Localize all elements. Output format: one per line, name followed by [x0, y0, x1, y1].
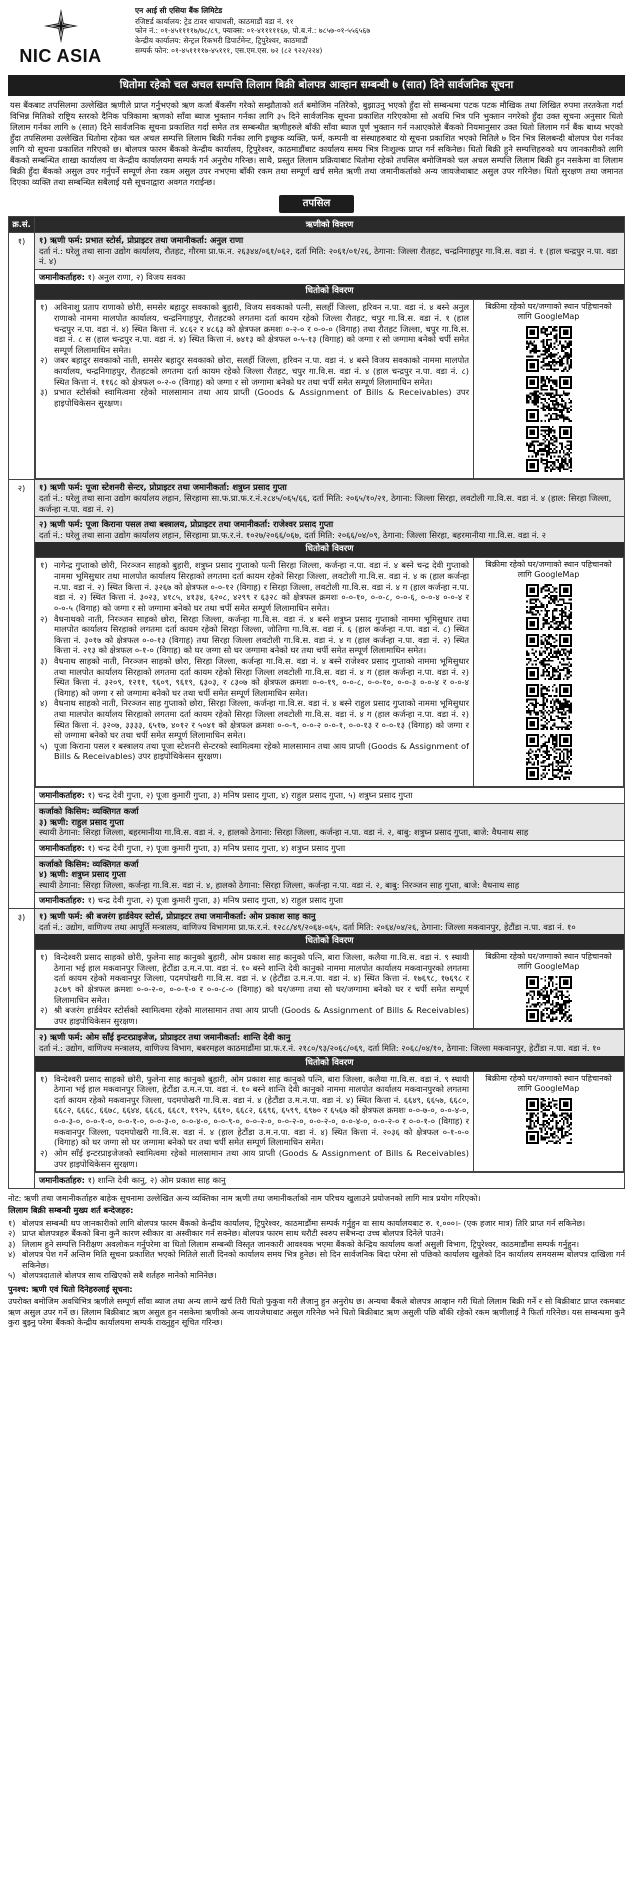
qr-code-icon[interactable] [526, 326, 572, 372]
borrower-block [35, 909, 624, 934]
borrower-table [8, 216, 625, 1188]
col-details: ऋणीको विवरण [35, 217, 625, 233]
row-details [35, 908, 625, 1188]
person-block [35, 803, 624, 840]
row-details [35, 232, 625, 479]
dhito-item: ३) वैधनाथ साहको नाती, निरञ्जन साहको छोरा, सिरहा जिल्ला, कर्जन्हा गा.वि.स. वडा नं. ४ बस्ने राजेश्वर प्रसाद गुप्ताको नाममा भूमिसुधार तथा मालपोत कार्यालय सिरहाको लगतमा दर्ता कायम रहेको सिरहा जिल्ला लवटोली गा.वि.स. वडा नं. ४ ग (हाल कर्जन्हा न.पा. वडा नं. २) स्थित कित्ता नं. ३२०९, १२११, ९६०९, ९६१९, ६३०३, र ८३०७ को क्षेत्रफल क्रमशः ०-०-१९, ०-०-८, ०-०-१०, ०-०-३ ०-०-४ र ०-०-४ (विगाह) को जग्गा र सो जग्गामा बनेको घर तथा चर्पी समेत सम्पूर्ण लिलामाधिन समेत। [40, 655, 469, 698]
borrower-line: १) ऋणी फर्म: प्रभात स्टोर्स, प्रोप्राइटर तथा जमानीकर्ता: अनुल राणा [39, 234, 244, 245]
qr-column [474, 558, 624, 787]
row-sn: १) [9, 232, 35, 479]
bank-contact-block [113, 6, 625, 55]
dhito-items [36, 1071, 474, 1171]
tapsil-heading [8, 195, 625, 214]
note-intro: नोट: ऋणी तथा जमानीकर्ताहरु बाहेक सूचनामा उल्लेखित अन्य व्यक्तिका नाम ऋणी तथा जमानीकर्ताको नाम परिचय खुलाउने प्रयोजनको लागि मात्र प्रयोग गरिएको। [8, 1192, 481, 1203]
borrower-line: १) ऋणी फर्म: पूजा स्टेशनरी सेन्टर, प्रोप्राइटर तथा जमानीकर्ता: शत्रुघ्न प्रसाद गुप्ता [39, 482, 287, 493]
dhito-item: १) विन्देश्वरी प्रसाद साहको छोरी, फुलेना साह कानुको बुहारी, ओम प्रकाश साह कानुको पत्नि, बारा जिल्ला, कलैया गा.वि.स. वडा नं. ९ स्थायी ठेगाना भई हाल मकवानपुर जिल्ला, हेटौंडा उ.म.न.पा. वडा नं. १० बस्ने शान्ति देवी कानुको नाममा मालपोत कार्यालय मकवानपुरको लगतमा दर्ता कायम रहेको मकवानपुर जिल्ला, पदमपोखरी गा.वि.स. वडा नं. ४ (हेटौंडा उ.म.न.पा. वडा नं. ४) स्थित कित्ता नं. ६६४९, ६६५७, ६६८०, ६६८२, ६६६८, ६६७८, ६६४४, ६६८६, ६६८१, १९२५, ६६१०, ६६८२, ६६९६, ६५९९, ६९७० र ६५६७ को क्षेत्रफल क्रमशः ०-०-७-०, ०-०-४-०, ०-०-३-०, ०-०-१-०, ०-०-१-०, ०-०-३-०, ०-०-४-०, ०-०-९-०, ०-०-२-०, ०-०-२-०, ०-०-२-०, ०-०-४-०, ०-०-२-० र ०-०-१-० (विगाह) र मकवानपुर जिल्ला, पदमपोखरी गा.वि.स. वडा नं. ४ (हाल हेटौंडा उ.म.न.पा. वडा नं. ४) स्थित कित्ता नं. २०३६ को क्षेत्रफल ०-१-०-० (विगाह) को घर जग्गा सो घर जग्गामा बनेको घर तथा चर्पी समेत सम्पूर्ण लिलामाधिन समेत। [40, 1073, 469, 1148]
borrower-line: २) ऋणी फर्म: ओम साँई इन्टरप्राइजेज, प्रोप्राइटर तथा जमानीकर्ता: शान्ति देवी कानु [39, 1032, 291, 1043]
row-sn: ३) [9, 908, 35, 1188]
notes-section [8, 1193, 625, 1328]
guarantor-names: १) चन्द्र देवी गुप्ता, २) पूजा कुमारी गुप्ता, ३) मनिष प्रसाद गुप्ता, ४) राहुल प्रसाद गुप्ता [87, 895, 344, 906]
borrower-line: दर्ता नं.: घरेलु तथा साना उद्योग कार्यालय लहान, सिरहामा सा.फ.प्रा.फ.र.नं.२८४५/०६५/६६, दर्ता मिति: २०६५/१०/२१, ठेगाना: जिल्ला सिरहा, लवटोली गा.वि.स. वडा नं. ४ (हाल: सिरहा जिल्ला, कर्जन्हा न.पा. वडा नं. २) [39, 493, 612, 514]
dhito-table [35, 949, 624, 1029]
dhito-item: २) जबर बहादुर सवकाको नाती, समसेर बहादुर सवकाको छोरा, सलर्ही जिल्ला, हरिवन न.पा. वडा नं. ४ बस्ने विजय सवकाको नाममा मालपोत कार्यालय, चन्द्रनिगाहपुर, रौतहटको लगतमा दर्ता कायम रहेको जिल्ला रौतहट, चपुर गा.वि.स. वडा नं. ४ (हाल चन्द्रपुर न.पा. वडा नं. ८) स्थित कित्ता नं. ११६८ को क्षेत्रफल ०-२-० (विगाह) को जग्गा र सो जग्गामा बनेको घर तथा चर्पी समेत सम्पूर्ण लिलामाधिन समेत। [40, 355, 469, 387]
borrower-block [35, 1029, 624, 1055]
row-sn: २) [9, 480, 35, 909]
dhito-item: १) अविनाशु प्रताप राणाको छोरी, समसेर बहादुर सवकाको बुहारी, विजय सवकाको पत्नी, सलर्ही जिल्ला, हरिवन न.पा. वडा नं. ४ बस्ने अनुल राणाको नाममा मालपोत कार्यालय, चन्द्रनिगाहपुर, रौतहटको लगतमा दर्ता कायम रहेको जिल्ला रौतहट, चपुर गा.वि.स. वडा नं. १ (हाल चन्द्रपुर न.पा. वडा नं. ४) स्थित कित्ता नं. ४८६२ र ४८६३ को क्षेत्रफल क्रमशः ०-२-० र ०-०-० (विगाह) तथा रौतहट जिल्ला, चपुर गा.वि.स. वडा नं. ८ स (हाल चन्द्रपुर न.पा. वडा नं. ४) स्थित कित्ता नं. ७४१३ को क्षेत्रफल ०-५-१३ (विगाह) को जग्गा र सो जग्गामा बनेको चर्पी समेत सम्पूर्ण लिलामाधिन समेत। [40, 302, 469, 355]
postscript-text: उपरोक्त बमोजिम अवधिभित्र ऋणीले सम्पूर्ण साँवा ब्याज तथा अन्य लाग्ने खर्च तिरी धितो फुकुवा गरी लैजानु हुन अनुरोध छ। अन्यथा बैंकले बोलपत्र आव्हान गरी धितो लिलाम बिक्री गर्ने र सो बिक्रीबाट प्राप्त रकमबाट ऋण असुल उपर गर्ने छ। लिलाम बिक्रीबाट ऋण असुल हुन नसकेमा ऋणीको अन्य जायजेथाबाट असुल गरिनेछ भने धितो बिक्रीबाट ऋण असुली पछि बाँकी रहेको रकम ऋणीलाई नै फिर्ता गरिनेछ। यस सम्बन्धमा कुनै कुरा बुझ्नु परेमा बैंकको केन्द्रीय कार्यालयमा सम्पर्क राख्नुहुन सूचित गरिन्छ। [8, 1296, 625, 1328]
dhito-item: २) ओम साँई इन्टरप्राइजेजको स्वामित्वमा रहेको मालसामान तथा आय प्राप्ती (Goods & Assignment of Bills & Receivables) उपर हाइपोथिकेसन सुरक्षण। [40, 1147, 469, 1169]
qr-code-icon[interactable] [526, 976, 572, 1022]
notice-title: धितोमा रहेको चल अचल सम्पत्ति लिलाम बिक्री बोलपत्र आव्हान सम्बन्धी ७ (सात) दिने सार्वजनिक सूचना [8, 75, 625, 96]
qr-code-icon[interactable] [526, 584, 572, 630]
qr-caption: बिक्रीमा रहेको घर/जग्गाको स्थान पहिचानको लागि GoogleMap [485, 560, 612, 580]
borrower-line: २) ऋणी फर्म: पूजा किराना पसल तथा बस्त्रालय, प्रोप्राइटर तथा जमानीकर्ता: राजेश्वर प्रसाद गुप्ता [39, 519, 334, 530]
guarantor-label: जमानीकर्ताहरु: [39, 271, 85, 282]
person-name: ३) ऋणी: राहुल प्रसाद गुप्ता [39, 816, 124, 827]
dhito-table [35, 1071, 624, 1172]
star-logo-icon [43, 8, 79, 44]
bank-logo [8, 6, 113, 68]
person-address: स्थायी ठेगाना: सिरहा जिल्ला, बहरमानीया गा.वि.स. वडा नं. २, हालको ठेगाना: सिरहा जिल्ला, कर्जन्हा न.पा. वडा नं. २, बाबु: शत्रुघ्न प्रसाद गुप्ता, बाजे: वैधनाथ साह [39, 827, 529, 838]
person-name: ४) ऋणी: शत्रुघ्न प्रसाद गुप्ता [39, 869, 126, 880]
qr-code-icon[interactable] [526, 634, 572, 680]
borrower-block [35, 516, 624, 542]
borrower-line: १) ऋणी फर्म: श्री बजरंग हार्डवेयर स्टोर्स, प्रोप्राइटर तथा जमानीकर्ता: ओम प्रकाश साह कानु [39, 910, 316, 921]
term-item: ३) लिलाम हुने सम्पत्ति निरीक्षण अवलोकन गर्नुपरेमा वा धितो लिलाम सम्बन्धी विस्तृत जानकारी आवश्यक भएमा बैंकको केन्द्रिय कार्यालय कर्जा असुली विभाग, ट्रिपुरेश्वर, काठमाडौंमा सम्पर्क गर्नुहुन। [8, 1238, 580, 1249]
term-item: ४) बोलपत्र पेश गर्ने अन्तिम मिति सूचना प्रकाशित भएको मितिले सातौं दिनको कार्यालय समय भित्र हुनेछ। सो दिन सार्वजनिक बिदा परेमा सो पछिको कार्यालय खुलेको दिन कार्यालय समयसम्म बोलपत्र दाखिला गर्न सकिनेछ। [8, 1249, 625, 1270]
logo-text: NIC ASIA [19, 46, 102, 66]
notice-intro: यस बैंकबाट तपसिलमा उल्लेखित ऋणीले प्राप्त गर्नुभएको ऋण कर्जा बैंकसँग गरेको सम्झौताको शर्त बमोजिम नतिरेको, बुझाउनु भएको हुँदा सो सम्बन्धमा पटक पटक मौखिक तथा लिखित रुपमा तरतकेता गर्दा विभिन्न मितिको राष्ट्रिय स्तरको दैनिक पत्रिकामा ऋणको साँवा ब्याज भुक्तान गर्नका लागि ३५ दिने सार्वजनिक सूचना प्रकाशित गरिएकोमा सो अवधि भित्र पनि भुक्तान नगरेको हुँदा उक्त सूचना अनुसार धितो लिलाम गर्नका लागि ७ (सात) दिने सार्वजनिक सूचना प्रकाशित गर्दा समेत तत्र सम्बन्धीत ऋणीहरुले बाँकी साँवा ब्याज पूर्ण भुक्तान गर्न नआएकोले बैंकको नियमानुसार उक्त धितो लिलाम गर्न बैंक बाध्य भएको हुँदा तपसिलमा उल्लेखित धितोमा रहेका चल अचल सम्पत्ति लिलाम बिक्री गर्नका लागि इच्छुक व्यक्ति, फर्म, कम्पनी वा संस्थाहरुबाट यो सूचना प्रकाशित भएको मितिले ७ दिन भित्र सिलबन्दी बोलपत्र पेश गर्नका लागि यो सूचना प्रकाशित गरिएको छ। बोलपत्र फारम बैंकको केन्द्रीय कार्यालय, ट्रिपुरेश्वर, काठमाडौंबाट कार्यालय समय भित्र निःशुल्क प्राप्त गर्न सकिनेछ। धितो बिक्री हुने सम्पत्तिहरुको थप जानकारीको लागि बैंकको सम्बन्धित शाखा कार्यालय वा केन्द्रीय कार्यालयमा सम्पर्क गर्न अनुरोध गरिन्छ। साथै, प्रस्तुत लिलाम प्रक्रियाबाट धितोमा रहेको तपसिल बमोजिमको चल अचल सम्पत्ति लिलाम बिक्री हुन नसकेमा वा लिलाम बिक्री हुँदा बैंकको असुल उपर गर्नुपर्ने सम्पूर्ण लेना रकम असुल उपर नभएमा बाँकी रकम तथा सम्पूर्ण खर्च समेत ऋणी तथा जमानीकर्ताको अन्य जायजेथाबाट असुल उपर गरिनेछ। धितो सुरक्षण तथा जमानत दिएका व्यक्ति तथा सम्बन्धित सबैलाई यसै सूचनाद्वारा अवगत गराईन्छ। [10, 100, 623, 187]
dhito-item: ४) वैधनाथ साहको नाती, निरञ्जन साह गुप्ताको छोरा, सिरहा जिल्ला, कर्जन्हा गा.वि.स. वडा नं. ४ बस्ने राहुल प्रसाद गुप्ताको नाममा भूमिसुधार तथा मालपोत कार्यालय सिरहाको लगतमा दर्ता कायम रहेको सिरहा जिल्ला लवटोली गा.वि.स. वडा नं. ४ ग (हाल कर्जन्हा न.पा. वडा नं. २) स्थित कित्ता नं. ३२०७, ३३३३, ६५१७, ४०१२ र ५०४१ को क्षेत्रफल क्रमशः ०-०-९, ०-०-२ ०-०-१, ०-०-१३ र ०-०-१३ (विगाह) को जग्गा र सो जग्गामा बनेको घर तथा चर्पी समेत सम्पूर्ण लिलामाधिन समेत। [40, 698, 469, 741]
dhito-header: धितोको विवरण [35, 1056, 624, 1071]
guarantor-names: १) चन्द्र देवी गुप्ता, २) पूजा कुमारी गुप्ता, ३) मनिष प्रसाद गुप्ता, ४) राहुल प्रसाद गुप्ता, ५) शत्रुघ्न प्रसाद गुप्ता [87, 790, 413, 801]
guarantor-names: १) शान्ति देवी कानु, २) ओम प्रकाश साह कानु [87, 1175, 226, 1186]
dhito-header: धितोको विवरण [35, 934, 624, 949]
dhito-item: १) विन्देश्वरी प्रसाद साहको छोरी, फुलेना साह कानुको बुहारी, ओम प्रकाश साह कानुको पत्नि, बारा जिल्ला, कलैया गा.वि.स. वडा नं. ९ स्थायी ठेगाना भई हाल मकवानपुर जिल्ला, हेटौंडा उ.म.न.पा. वडा नं. १० बस्ने शान्ति देवी कानुको नाममा मालपोत कार्यालय मकवानपुरको लगतमा दर्ता कायम रहेको मकवानपुर जिल्ला, पदमपोखरी गा.वि.स. वडा नं. ४ (हेटौंडा उ.म.न.पा. वडा नं. ४) स्थित कित्ता नं. १७६९८, १७६९८ र ३८७९ को क्षेत्रफल क्रमशः ०-०-२-०, ०-०-१-० र ०-०-८-० (विगाह) को घर/जग्गा तथा सो घर/जग्गामा बनेको घर र चर्पी समेत सम्पूर्ण लिलामाधिन समेत। [40, 952, 469, 1005]
table-header-row [9, 217, 625, 233]
dhito-header: धितोको विवरण [35, 542, 624, 557]
postscript-heading: पुनश्च: ऋणी एवं धितो दिनेहरुलाई सूचना: [8, 1283, 133, 1294]
dhito-items [36, 300, 474, 479]
terms-heading: लिलाम बिक्री सम्बन्धी मुख्य शर्त बन्देजहरु: [8, 1205, 134, 1216]
table-row [9, 232, 625, 479]
bank-name: एन आई सी एसिया बैंक लिमिटेड [135, 6, 223, 15]
borrower-line: दर्ता नं.: उद्योग, वाणिज्य मन्त्रालय, वाणिज्य विभाग, बबरमहल काठमाडौंमा प्रा.फ.र.नं. २१८०/९३/२०६८/०६९, दर्ता मिति: २०६८/०४/१०, ठेगाना: जिल्ला मकवानपुर, हेटौंडा न.पा. वडा नं. १० [39, 1043, 601, 1054]
guarantor-label: जमानीकर्ताहरु: [39, 842, 85, 853]
header-line: केन्द्रीय कार्यालय: सेन्ट्रल रिकभरी डिपार्टमेन्ट, ट्रिपुरेश्वर, काठमाडौं [135, 35, 308, 45]
guarantor-names: १) अनुल राणा, २) विजय सवका [87, 271, 186, 282]
borrower-block [35, 233, 624, 269]
loan-kind: कर्जाको किसिम: व्यक्तिगत कर्जा [39, 858, 139, 869]
qr-code-icon[interactable] [526, 1098, 572, 1144]
borrower-block [35, 480, 624, 516]
guarantor-line [35, 1172, 624, 1188]
qr-code-icon[interactable] [526, 734, 572, 780]
dhito-item: ५) पूजा किराना पसल र बस्त्रालय तथा पूजा स्टेशनरी सेन्टरको स्वामित्वमा रहेको मालसामान तथा आय प्राप्ती (Goods & Assignment of Bills & Receivables) उपर हाइपोथिकेसन सुरक्षण। [40, 740, 469, 762]
qr-code-icon[interactable] [526, 376, 572, 422]
header-line: सम्पर्क फोन: ०१-४५११११७-४५१११, एस.एम.एस. ७२ (८२ ९२२/२२४) [135, 45, 323, 55]
table-row [9, 480, 625, 909]
dhito-items [36, 558, 474, 787]
qr-caption: बिक्रीमा रहेको घर/जग्गाको स्थान पहिचानको लागि GoogleMap [485, 952, 612, 972]
guarantor-line [35, 787, 624, 803]
guarantor-line [35, 269, 624, 285]
guarantor-label: जमानीकर्ताहरु: [39, 895, 85, 906]
dhito-item: ३) प्रभात स्टोर्सको स्वामित्वमा रहेको मालसामान तथा आय प्राप्ती (Goods & Assignment of Bills & Receivables) उपर हाइपोथिकेसन सुरक्षण। [40, 387, 469, 408]
tapsil-label: तपसिल [279, 195, 355, 214]
dhito-item: २) श्री बजरंग हार्डवेयर स्टोर्सको स्वामित्वमा रहेको मालसामान तथा आय प्राप्ती (Goods & Assignment of Bills & Receivables) उपर हाइपोथिकेसन सुरक्षण। [40, 1005, 469, 1026]
loan-kind: कर्जाको किसिम: व्यक्तिगत कर्जा [39, 806, 139, 817]
qr-caption: बिक्रीमा रहेको घर/जग्गाको स्थान पहिचानको लागि GoogleMap [485, 1073, 612, 1093]
header-line: रजिष्टर्ड कार्यालय: ट्रेड टावर थापाथली, काठमाडौं वडा नं. ११ [135, 16, 294, 26]
guarantor-label: जमानीकर्ताहरु: [39, 1175, 85, 1186]
dhito-item: २) वैधनाथको नाती, निरञ्जन साहको छोरा, सिरहा जिल्ला, कर्जन्हा गा.वि.स. वडा नं. ४ बस्ने शत्रुघ्न प्रसाद गुप्ताको नाममा भूमिसुधार तथा मालपोत कार्यालय सिरहाको लगतमा दर्ता कायम रहेको सिरहा जिल्ला, जोतिगा गा.वि.स. वडा नं. ६ (हाल कर्जन्हा न.पा. वडा नं. ८) स्थित कित्ता नं. ३०१७ को क्षेत्रफल ०-०-१३ (विगाह) तथा सिरहा जिल्ला लवटोली गा.वि.स. वडा नं. ४ ग (हाल कर्जन्हा न.पा. वडा नं. २) स्थित कित्ता नं. २१३ को क्षेत्रफल ०-१-० (विगाह) को घर जग्गा सो घर जग्गामा बनेको घर तथा चर्पी समेत सम्पूर्ण लिलामाधिन समेत। [40, 613, 469, 656]
term-item: १) बोलपत्र सम्बन्धी थप जानकारीको लागि बोलपत्र फारम बैंकको केन्द्रीय कार्यालय, ट्रिपुरेश्वर, काठमाडौंमा सम्पर्क गर्नुहुन वा साथ कार्यालयबाट रु. १,०००।- (एक हजार मात्र) तिरि प्राप्त गर्न सकिनेछ। [8, 1217, 586, 1228]
row-details [35, 480, 625, 909]
qr-column [474, 1071, 624, 1171]
qr-column [474, 950, 624, 1029]
qr-column [474, 300, 624, 479]
qr-code-icon[interactable] [526, 684, 572, 730]
guarantor-label: जमानीकर्ताहरु: [39, 790, 85, 801]
person-address: स्थायी ठेगाना: सिरहा जिल्ला, कर्जन्हा गा.वि.स. वडा नं. ४, हालको ठेगाना: सिरहा जिल्ला, कर्जन्हा न.पा. वडा नं. २, बाबु: निरञ्जन साह गुप्ता, बाजे: वैधनाथ साह [39, 879, 520, 890]
borrower-line: दर्ता नं.: घरेलु तथा साना उद्योग कार्यालय, रौतहट, गौरमा प्रा.फ.न. २६३४४/०६१/०६२, दर्ता मिति: २०६१/०१/२६, ठेगाना: जिल्ला रौतहट, चन्द्रनिगाहपुर गा.वि.स. वडा नं. १ (हाल चन्द्रपुर न.पा. वडा नं. ४) [39, 245, 618, 267]
col-sn: क्र.सं. [9, 217, 35, 233]
term-item: २) प्राप्त बोलपत्रहरु बैंकको बिना कुनै कारण स्वीकार वा अस्वीकार गर्न सक्नेछ। बोलपत्र फारम साथ धरौटी स्वरुप सबैभन्दा उच्च बोलपत्र दिनेले पाउने। [8, 1228, 444, 1239]
dhito-table [35, 299, 624, 479]
qr-caption: बिक्रीमा रहेको घर/जग्गाको स्थान पहिचानको लागि GoogleMap [485, 302, 612, 322]
dhito-item: १) नागेन्द्र गुप्ताको छोरी, निरञ्जन साहको बुहारी, शत्रुघ्न प्रसाद गुप्ताको पत्नी सिरहा जिल्ला, कर्जन्हा न.पा. वडा नं. ४ बस्ने चन्द्र देवी गुप्ताको नाममा भूमिसुधार तथा मालपोत कार्यालय सिरहाको लगतमा दर्ता कायम रहेको सिरहा जिल्ला, लवटोली गा.वि.स. वडा नं. ४ क (हाल कर्जन्हा न.पा. वडा नं. २) स्थित कित्ता नं. ३२६७ को क्षेत्रफल ०-०-१२ (विगाह) र सिरहा जिल्ला, लवटोली गा.वि.स. वडा नं. ४ ग (हाल कर्जन्हा न.पा. वडा नं. २) स्थित कित्ता नं. ३०२३, ४१८५, ४१३४, ६२०८, ४२९९ र ६३२८ को क्षेत्रफल क्रमशः ०-०-१०, ०-०-८, ०-०-६, ०-०-४ ०-०-४ र ०-०-५ (विगाह) को जग्गा र सो जग्गामा बनेको घर तथा चर्पी समेत सम्पूर्ण लिलामाधिन समेत। [40, 560, 469, 613]
term-item: ५) बोलपत्रदाताले बोलपत्र साथ राखिएको सबै शर्तहरु मानेको मानिनेछ। [8, 1270, 217, 1281]
dhito-items [36, 950, 474, 1029]
dhito-table [35, 557, 624, 787]
dhito-header: धितोको विवरण [35, 284, 624, 299]
bank-header [8, 6, 625, 72]
header-line: फोन नं.: ०१-४५११११७/७८/८९, फ्याक्स: ०१-४१११११६७, पो.ब.नं.: ७८५७-०१-५५६५६७ [135, 26, 371, 36]
person-block [35, 856, 624, 893]
guarantor-line [35, 892, 624, 908]
guarantor-line [35, 840, 624, 856]
guarantor-names: १) चन्द्र देवी गुप्ता, २) पूजा कुमारी गुप्ता, ३) मनिष प्रसाद गुप्ता, ४) शत्रुघ्न प्रसाद गुप्ता [87, 842, 346, 853]
qr-code-icon[interactable] [526, 426, 572, 472]
borrower-line: दर्ता नं.: उद्योग, वाणिज्य तथा आपूर्ति मन्त्रालय, वाणिज्य विभागमा प्रा.फ.र.नं. १२८८/४९/२०६४-०६५, दर्ता मिति: २०६४/०४/२६, ठेगाना: जिल्ला मकवानपुर, हेटौंडा न.पा. वडा नं. १० [39, 921, 576, 932]
table-row [9, 908, 625, 1188]
borrower-line: दर्ता नं.: घरेलु तथा साना उद्योग कार्यालय लहान, सिरहामा प्रा.फ.र.नं. १०२७/२०६६/०६७, दर्ता मिति: २०६६/०४/०९, ठेगाना: जिल्ला सिरहा, बहरमानीया गा.वि.स. वडा नं. २ [39, 529, 546, 540]
